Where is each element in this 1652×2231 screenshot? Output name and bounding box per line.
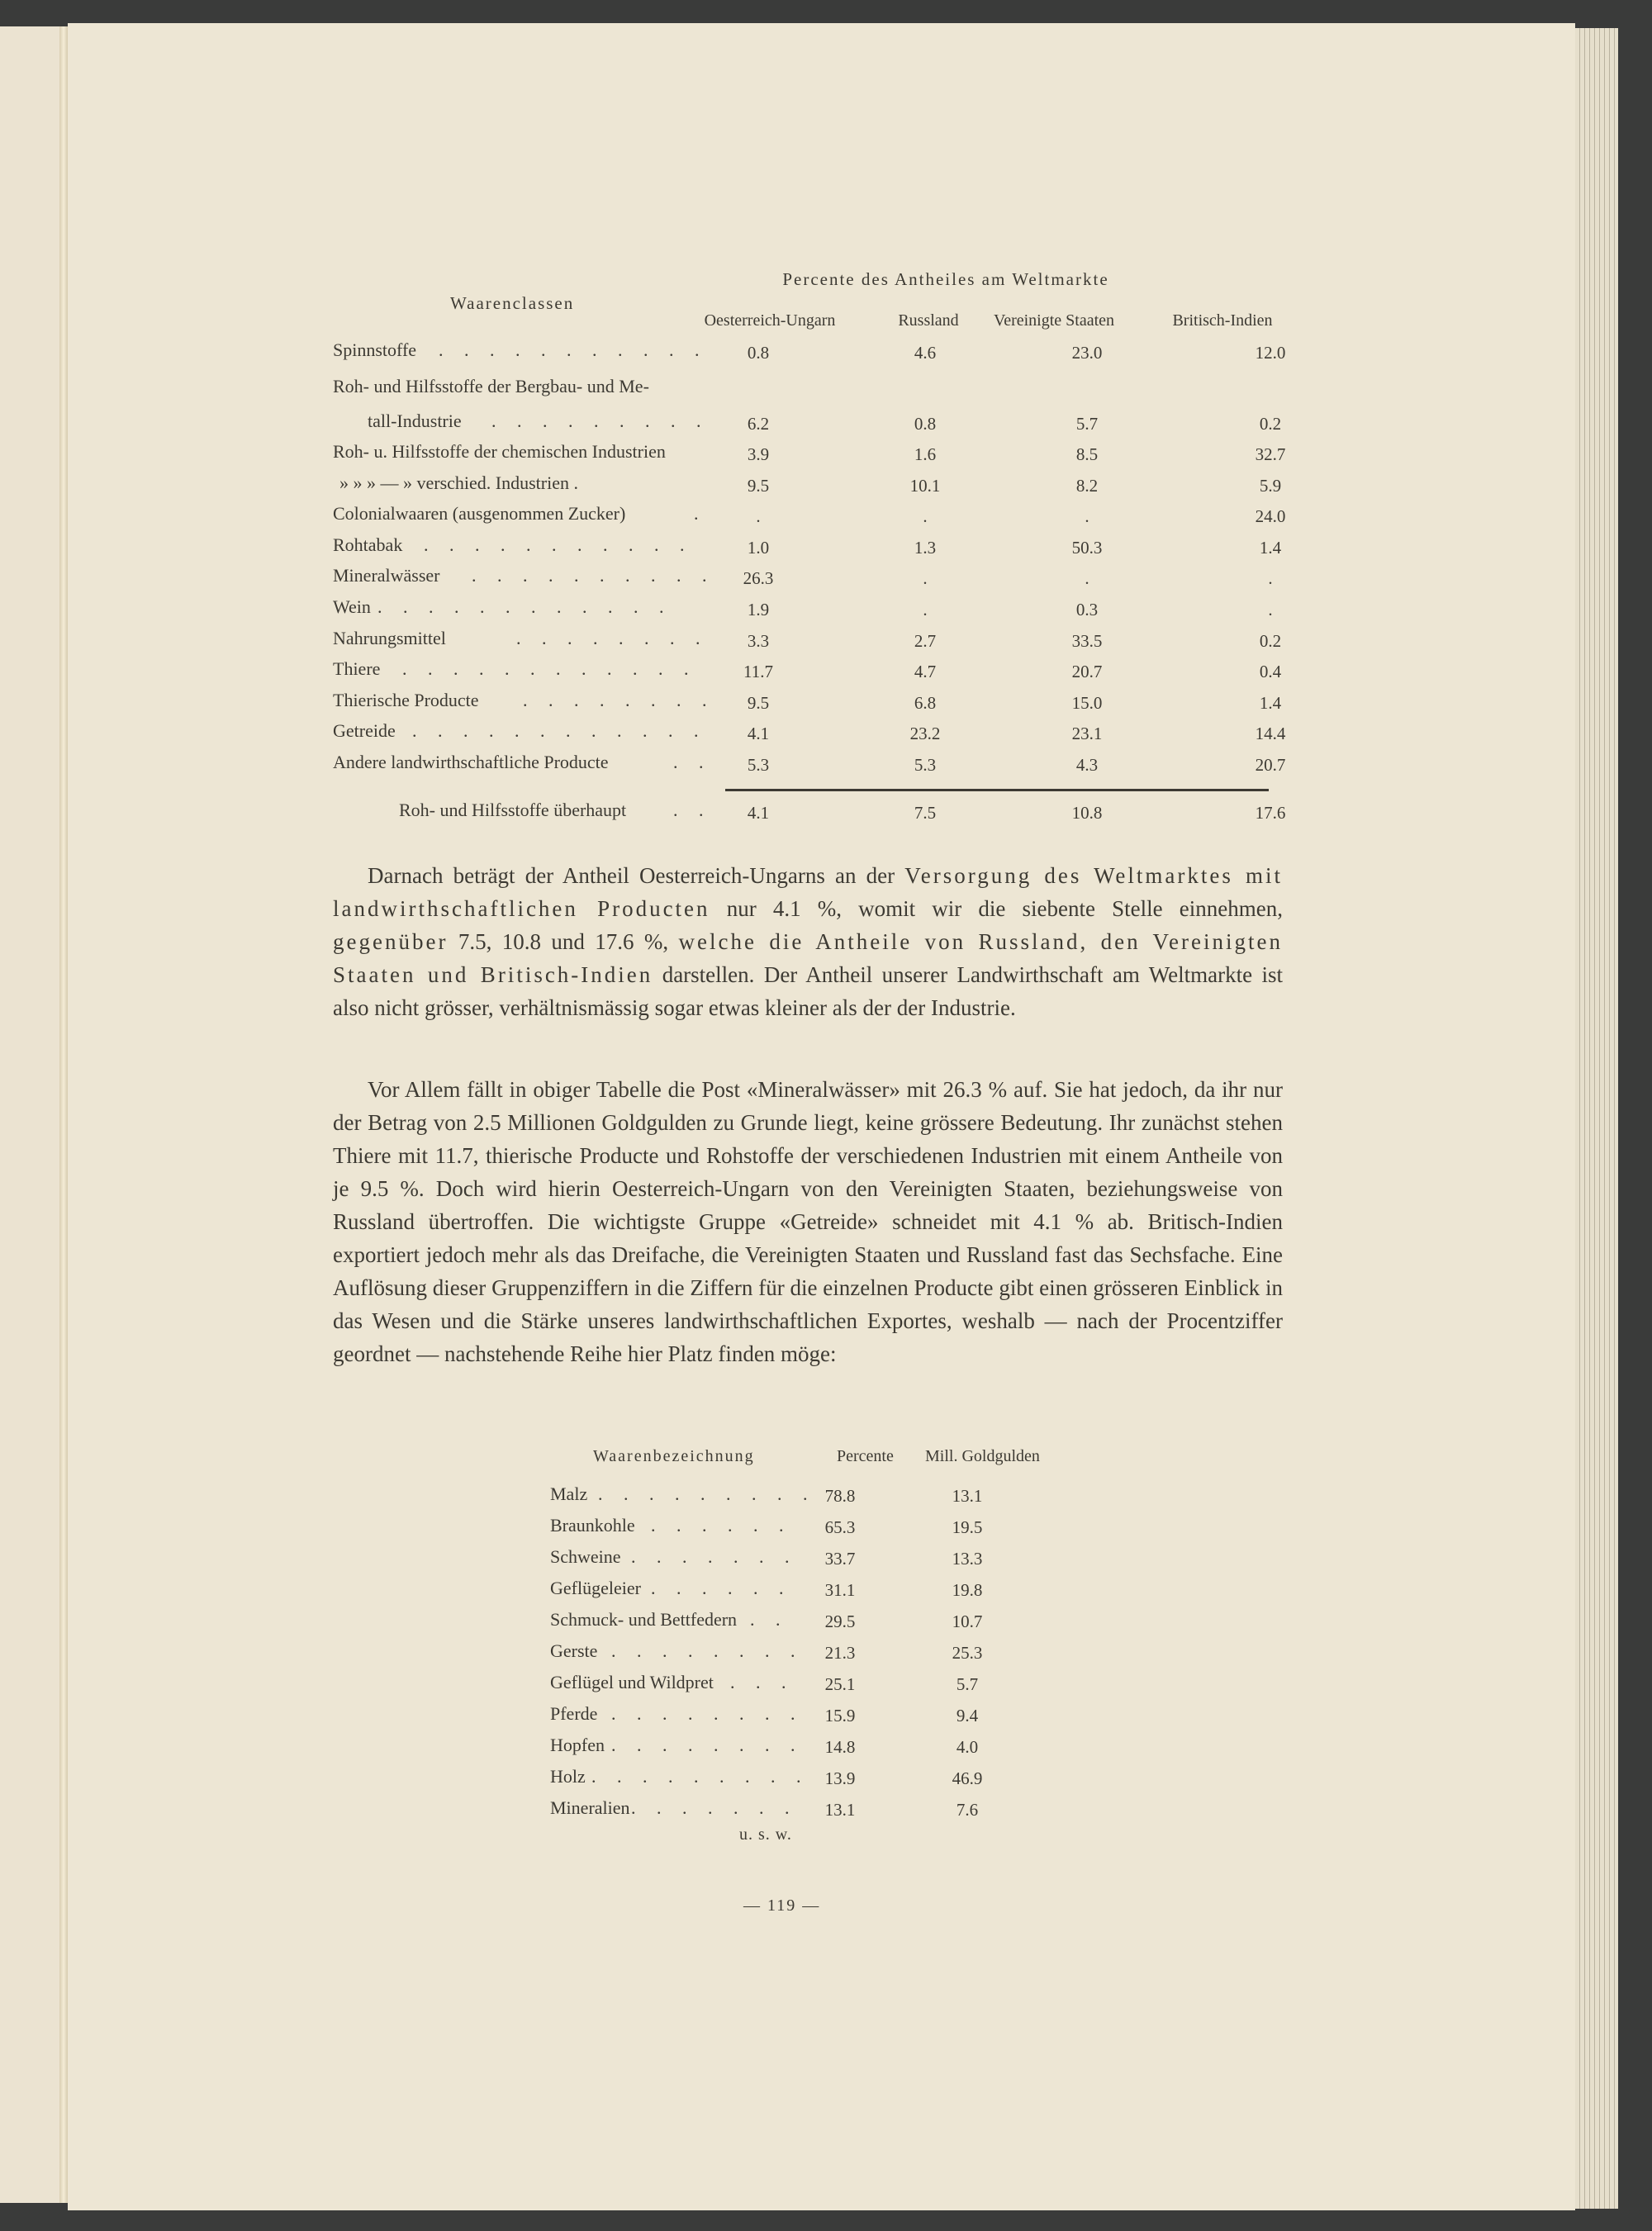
- table1-row: Spinnstoffe . . . . . . . . . . . 0.8 4.6 23.0 12.0: [333, 339, 1286, 363]
- table1-row: Roh- und Hilfsstoffe der Bergbau- und Me-: [333, 376, 649, 396]
- table1-row: Thiere . . . . . . . . . . . . 11.7 4.7 20.7 0.4: [333, 658, 1282, 681]
- table1-row-header: Waarenclassen: [450, 293, 575, 313]
- table2-row: Gerste . . . . . . . . 21.3 25.3: [550, 1640, 983, 1663]
- table1-col-vereinigte-staaten: Vereinigte Staaten: [993, 311, 1115, 330]
- table1-row: » » » — » verschied. Industrien . 9.5 10.1 8.2 5.9: [339, 472, 1282, 496]
- table2-row: Pferde . . . . . . . . 15.9 9.4: [550, 1703, 979, 1725]
- table1-row: Colonialwaaren (ausgenommen Zucker) . . . . 24.0: [333, 503, 1286, 526]
- table1-col-britisch-indien: Britisch-Indien: [1172, 311, 1273, 330]
- table1-col-oesterreich: Oesterreich-Ungarn: [704, 311, 836, 330]
- table2-col-percente: Percente: [837, 1447, 894, 1465]
- table1-span-header: Percente des Antheiles am Weltmarkte: [782, 269, 1109, 289]
- table1-total-rule: [725, 789, 1269, 791]
- table1-row: tall-Industrie . . . . . . . . . 6.2 0.8 5.7 0.2: [368, 411, 1282, 434]
- table2-row: Braunkohle . . . . . . 65.3 19.5: [550, 1515, 983, 1537]
- table2-row: Mineralien . . . . . . . 13.1 7.6: [550, 1797, 979, 1820]
- table1-row: Nahrungsmittel . . . . . . . . 3.3 2.7 33.5 0.2: [333, 628, 1282, 651]
- table2-col-waarenbezeichnung: Waarenbezeichnung: [593, 1447, 755, 1465]
- table2-footer: u. s. w.: [739, 1825, 792, 1844]
- paragraph-1: Darnach beträgt der Antheil Oesterreich-Ungarns an der Versorgung des Weltmarktes mit landwirthschaftlichen Producten nur 4.1 %, womit wir die siebente Stelle einnehmen, gegenüber 7.5, 10.8 und 17.6 %, welche die Antheile von Russland, den Vereinigten Staaten und Britisch-Indien darstellen. Der Antheil unserer Landwirthschaft am Weltmarkte ist also nicht grösser, verhältnismässig sogar etwas kleiner als der der Industrie.: [333, 863, 1284, 1020]
- table2-row: Malz . . . . . . . . . 78.8 13.1: [550, 1483, 983, 1506]
- table2-row: Geflügel und Wildpret . . . 25.1 5.7: [550, 1672, 979, 1694]
- table1-row: Rohtabak . . . . . . . . . . . 1.0 1.3 50.3 1.4: [333, 534, 1282, 558]
- table1-row: Andere landwirthschaftliche Producte . . 5.3 5.3 4.3 20.7: [333, 752, 1286, 775]
- table1-row: Mineralwässer . . . . . . . . . . 26.3 . . .: [333, 565, 1273, 588]
- paragraph-2: Vor Allem fällt in obiger Tabelle die Post «Mineralwässer» mit 26.3 % auf. Sie hat jedoch, da ihr nur der Betrag von 2.5 Millionen Goldgulden zu Grunde liegt, keine grössere Bedeutung. Ihr zunächst stehen Thiere mit 11.7, thierische Producte und Rohstoffe der verschiedenen Industrien mit einem Antheile von je 9.5 %. Doch wird hierin Oesterreich-Ungarn von den Vereinigten Staaten, beziehungsweise von Russland übertroffen. Die wichtigste Gruppe «Getreide» schneidet mit 4.1 % ab. Britisch-Indien exportiert jedoch mehr als das Dreifache, die Vereinigten Staaten und Russland fast das Sechsfache. Eine Auflösung dieser Gruppenziffern in die Ziffern für die einzelnen Producte gibt einen grösseren Einblick in das Wesen und die Stärke unseres landwirthschaftlichen Exportes, weshalb — nach der Procentziffer geordnet — nachstehende Reihe hier Platz finden möge:: [333, 1077, 1283, 1366]
- table1-col-russland: Russland: [898, 311, 959, 330]
- table2-row: Schmuck- und Bettfedern . . 29.5 10.7: [550, 1609, 983, 1631]
- table2-col-mill-goldgulden: Mill. Goldgulden: [925, 1447, 1040, 1465]
- table1-row: Getreide . . . . . . . . . . . . 4.1 23.2 23.1 14.4: [333, 720, 1286, 743]
- table2-row: Geflügeleier . . . . . . 31.1 19.8: [550, 1578, 983, 1600]
- table2-row: Holz . . . . . . . . . 13.9 46.9: [550, 1766, 983, 1788]
- table1-row: Wein . . . . . . . . . . . . 1.9 . 0.3 .: [333, 596, 1273, 619]
- table2-row: Hopfen . . . . . . . . 14.8 4.0: [550, 1735, 979, 1757]
- table1-row: Roh- u. Hilfsstoffe der chemischen Industrien 3.9 1.6 8.5 32.7: [333, 441, 1286, 464]
- table1-row: Thierische Producte . . . . . . . . 9.5 6.8 15.0 1.4: [333, 690, 1282, 713]
- table1-total-row: Roh- und Hilfsstoffe überhaupt . . 4.1 7.5 10.8 17.6: [399, 800, 1286, 823]
- page-number: — 119 —: [743, 1896, 821, 1915]
- table2-row: Schweine . . . . . . . 33.7 13.3: [550, 1546, 983, 1569]
